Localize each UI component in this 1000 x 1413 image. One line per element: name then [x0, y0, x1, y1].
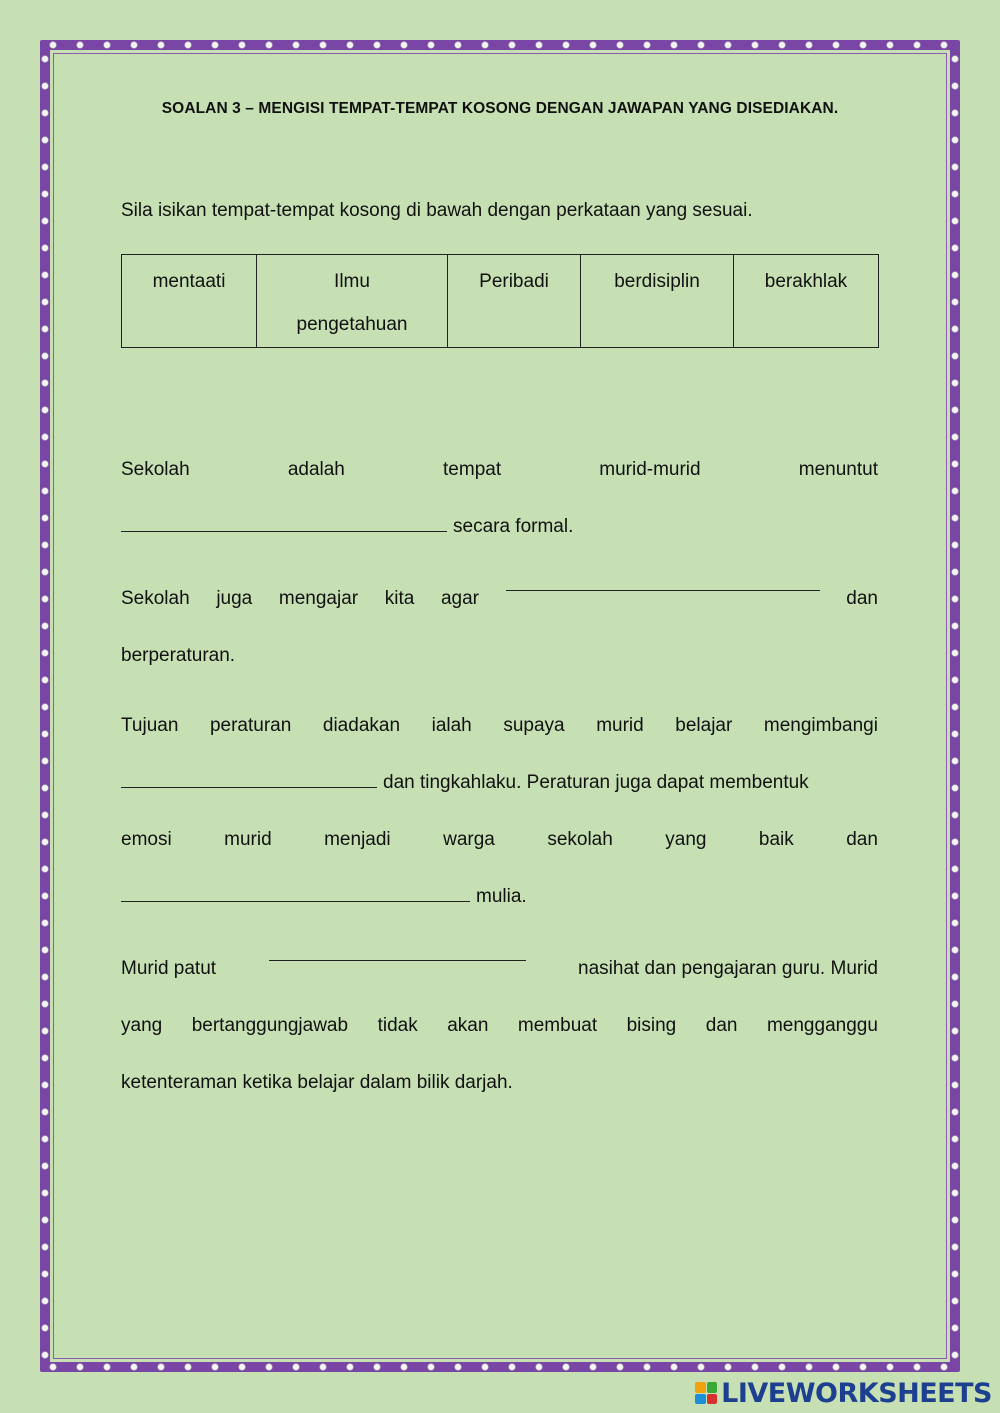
- word: tempat: [443, 459, 502, 480]
- word: baik: [758, 829, 794, 850]
- paragraph-line: [121, 811, 878, 868]
- word: peraturan: [209, 715, 292, 736]
- word-bank-cell[interactable]: [581, 255, 734, 348]
- word: bertanggungjawab: [191, 1015, 349, 1036]
- word: sekolah: [547, 829, 613, 850]
- text: berperaturan.: [121, 645, 236, 666]
- word-ilmu: Ilmu: [334, 271, 370, 292]
- word: tidak: [377, 1015, 418, 1036]
- word: ialah: [431, 715, 472, 736]
- answer-blank-2[interactable]: [506, 570, 820, 591]
- word-berakhlak: berakhlak: [764, 271, 848, 292]
- paragraph-2: [121, 570, 878, 684]
- paragraph-line: [121, 441, 878, 498]
- paragraph-line: [121, 498, 878, 555]
- word: dan: [846, 829, 878, 850]
- word: murid-murid: [599, 459, 701, 480]
- word: supaya: [503, 715, 565, 736]
- word-bank-cell[interactable]: [257, 255, 448, 348]
- word: menjadi: [324, 829, 391, 850]
- text: dan tingkahlaku. Peraturan juga dapat membentuk: [383, 772, 809, 793]
- paragraph-1: [121, 441, 878, 555]
- liveworksheets-logo-text: LIVEWORKSHEETS: [721, 1377, 992, 1409]
- word-bank-cell[interactable]: [448, 255, 581, 348]
- paragraph-line: [121, 627, 878, 684]
- word: membuat: [517, 1015, 598, 1036]
- word: belajar: [675, 715, 733, 736]
- word: murid: [224, 829, 272, 850]
- word: agar: [440, 588, 479, 609]
- answer-blank-5[interactable]: [269, 940, 526, 961]
- word-berdisiplin: berdisiplin: [614, 271, 700, 292]
- word-bank-table: [121, 254, 879, 348]
- word: akan: [447, 1015, 489, 1036]
- word: dan: [705, 1015, 738, 1036]
- word: Sekolah: [121, 459, 190, 480]
- text: nasihat dan pengajaran guru. Murid: [578, 958, 878, 979]
- word: mengimbangi: [763, 715, 878, 736]
- paragraph-line: [121, 940, 878, 997]
- word: Sekolah: [121, 588, 190, 609]
- paragraph-line: [121, 570, 878, 627]
- answer-blank-1[interactable]: [121, 511, 447, 532]
- word: adalah: [287, 459, 345, 480]
- liveworksheets-logo-icon: [695, 1382, 717, 1404]
- text: ketenteraman ketika belajar dalam bilik darjah.: [121, 1072, 513, 1093]
- paragraph-line: [121, 754, 878, 811]
- answer-blank-3[interactable]: [121, 767, 377, 788]
- word: diadakan: [322, 715, 401, 736]
- logo-square: [707, 1382, 718, 1393]
- logo-square: [695, 1394, 706, 1405]
- word: yang: [665, 829, 707, 850]
- instruction-text: Sila isikan tempat-tempat kosong di bawah dengan perkataan yang sesuai.: [121, 200, 753, 221]
- word-bank-cell[interactable]: [734, 255, 879, 348]
- word-peribadi: Peribadi: [479, 271, 549, 292]
- word: kita: [384, 588, 415, 609]
- text: Murid patut: [121, 958, 217, 979]
- word-pengetahuan: pengetahuan: [296, 314, 408, 335]
- paragraph-4: [121, 940, 878, 1111]
- logo-square: [695, 1382, 706, 1393]
- paragraph-line: [121, 868, 878, 925]
- question-heading: SOALAN 3 – MENGISI TEMPAT-TEMPAT KOSONG DENGAN JAWAPAN YANG DISEDIAKAN.: [161, 100, 839, 117]
- word: mengajar: [278, 588, 359, 609]
- paragraph-line: [121, 1054, 878, 1111]
- word: yang: [121, 1015, 163, 1036]
- text: secara formal.: [453, 516, 574, 537]
- paragraph-line: [121, 997, 878, 1054]
- word: juga: [216, 588, 253, 609]
- word: dan: [846, 588, 878, 609]
- word-mentaati: mentaati: [152, 271, 226, 292]
- word: mengganggu: [766, 1015, 878, 1036]
- word: emosi: [121, 829, 172, 850]
- word-bank-cell[interactable]: [122, 255, 257, 348]
- word: Tujuan: [121, 715, 179, 736]
- word: murid: [596, 715, 644, 736]
- paragraph-line: [121, 697, 878, 754]
- answer-blank-4[interactable]: [121, 881, 470, 902]
- liveworksheets-logo[interactable]: [695, 1377, 992, 1409]
- paragraph-3: [121, 697, 878, 925]
- word: bising: [626, 1015, 677, 1036]
- logo-square: [707, 1394, 718, 1405]
- word: menuntut: [798, 459, 878, 480]
- text: mulia.: [476, 886, 527, 907]
- word: warga: [443, 829, 495, 850]
